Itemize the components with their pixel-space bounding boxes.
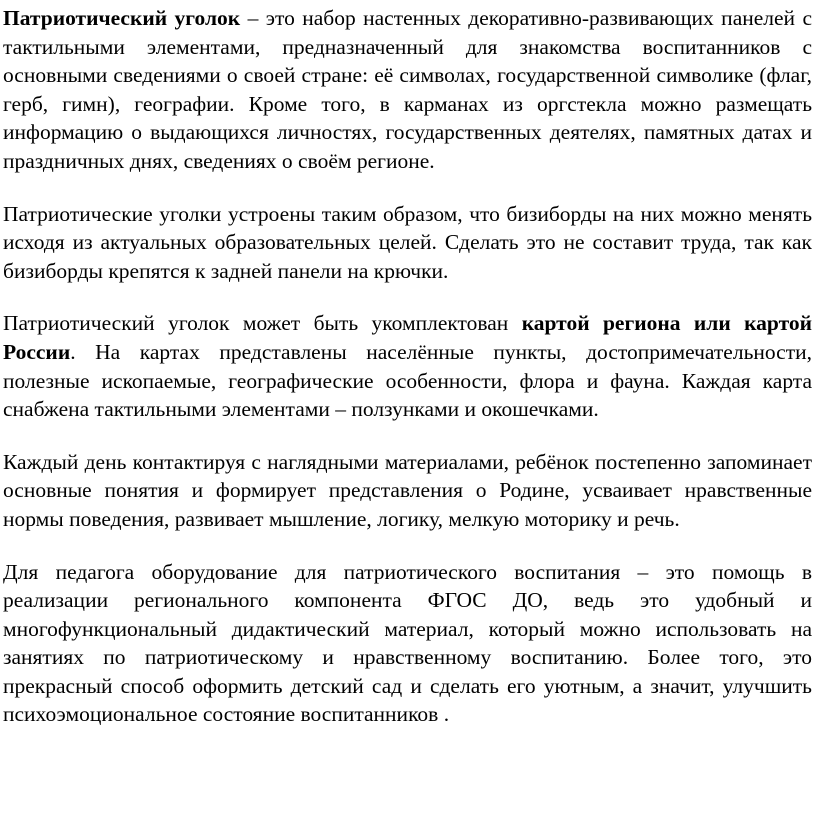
paragraph-text-after: . На картах представлены населённые пункты, достопримечательности, полезные ископаемые, географические особенности, флора и фауна. Каждая карта снабжена тактильными элементами – ползунками и окошечками. [3, 339, 812, 422]
paragraph-maps [3, 309, 812, 423]
paragraph-text: Патриотические уголки устроены таким образом, что бизиборды на них можно менять исходя из актуальных образовательных целей. Сделать это не составит труда, так как бизиборды крепятся к задней панели на крючки. [3, 201, 812, 283]
paragraph-text: – это набор настенных декоративно-развивающих панелей с тактильными элементами, предназначенный для знакомства воспитанников с основными сведениями о своей стране: её символах, государственной символике (флаг, герб, гимн), географии. Кроме того, в карманах из оргстекла можно размещать информацию о выдающихся личностях, государственных деятелях, памятных датах и праздничных днях, сведениях о своём регионе. [3, 6, 813, 173]
paragraph-busyboards [3, 200, 812, 286]
paragraph-teacher-benefits [3, 558, 812, 730]
paragraph-text-before: Патриотический уголок может быть укомплектован [3, 311, 522, 336]
paragraph-text: Каждый день контактируя с наглядными материалами, ребёнок постепенно запоминает основные понятия и формирует представления о Родине, усваивает нравственные нормы поведения, развивает мышление, логику, мелкую моторику и речь. [3, 449, 812, 531]
paragraph-text: Для педагога оборудование для патриотического воспитания – это помощь в реализации регионального компонента ФГОС ДО, ведь это удобный и многофункциональный дидактический материал, который можно использовать на занятиях по патриотическому и нравственному воспитанию. Более того, это прекрасный способ оформить детский сад и сделать его уютным, а значит, улучшить психоэмоциональное состояние воспитанников . [3, 559, 812, 727]
bold-maps-phrase: картой региона или картой России [3, 311, 812, 364]
paragraph-child-development [3, 448, 812, 534]
paragraph-definition [3, 4, 812, 176]
bold-term: Патриотический уголок [3, 6, 241, 30]
